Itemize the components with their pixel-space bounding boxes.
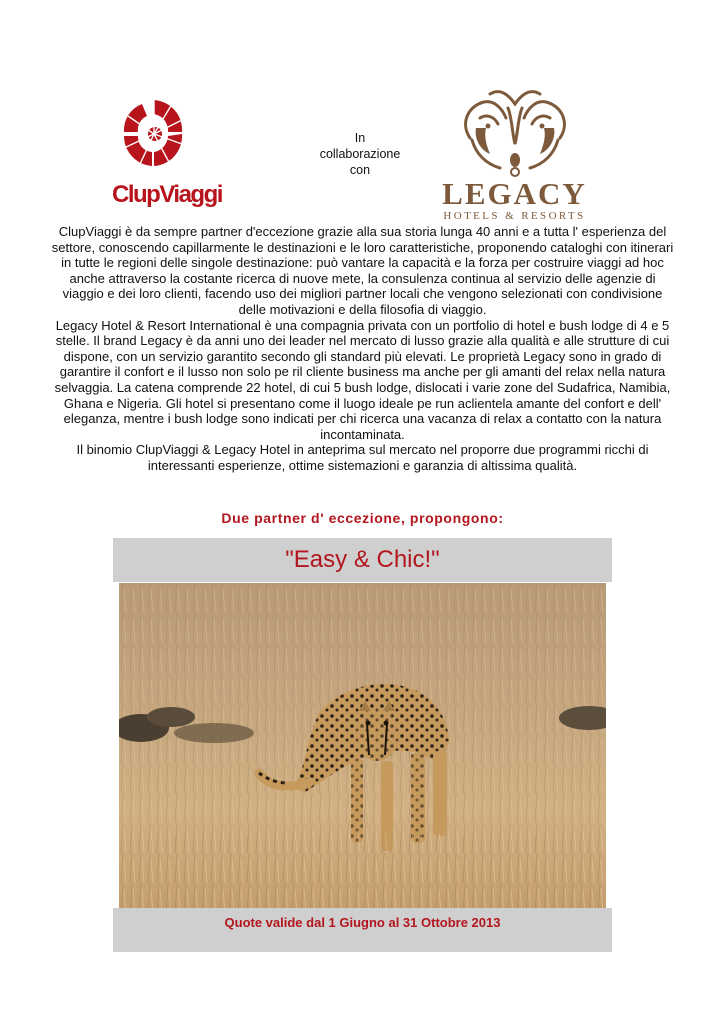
collaboration-line-2: collaborazione: [319, 147, 401, 161]
intro-paragraph-legacy: Legacy Hotel & Resort International è una compagnia privata con un portfolio di hotel e bush lodge di 4 e 5 stelle. Il brand Legacy è da anni uno dei leader nel mercato di lusso grazie alla qualità e alle strutture di cui dispone, con un servizio garantito secondo gli standard più elevati. Le proprietà Legacy sono in grado di garantire il confort e il lusso non solo pe ril cliente business ma anche per gli amanti del relax nella natura selvaggia. La catena comprende 22 hotel, di cui 5 bush lodge, dislocati i varie zone del Sudafrica, Namibia, Ghana e Nigeria. Gli hotel si presentano come il luogo ideale pe run aclientela amante del confort e dell' eleganza, mentre i bush lodge sono indicati per chi ricerca una vacanza di relax a contatto con la natura incontaminata.: [54, 317, 671, 442]
cheetah-illustration: [119, 583, 606, 908]
clupviaggi-logo: [112, 96, 228, 218]
collaboration-line-1: In: [354, 131, 366, 145]
spiral-shell-icon: [120, 96, 184, 176]
title-band: [113, 538, 612, 582]
collaboration-line-3: con: [349, 163, 371, 177]
footer-band: [113, 908, 612, 952]
legacy-subtitle: HOTELS & RESORTS: [443, 210, 586, 222]
intro-text: [50, 224, 675, 474]
collaboration-label: [300, 130, 420, 178]
intro-paragraph-binomio: Il binomio ClupViaggi & Legacy Hotel in anteprima sul mercato nel proporre due programmi ricchi di interessanti esperienze, ottime sistemazioni e garanzia di altissima qualità.: [76, 442, 649, 473]
legacy-logo: [412, 88, 617, 222]
offer-title: "Easy & Chic!": [285, 546, 440, 573]
clupviaggi-wordmark: ClupViaggi: [112, 181, 222, 208]
intro-paragraph-clupviaggi: ClupViaggi è da sempre partner d'eccezione grazie alla sua storia lunga 40 anni e a tutta l' esperienza del settore, conoscendo capillarmente le destinazioni e le loro caratteristiche, proponendo cataloghi con itinerari in tutte le regioni delle singole destinazione: può vantare la capacità e la forza per costruire viaggi ad hoc anche attraverso la costante ricerca di nuove mete, la consulenza continua al servizio delle agenzie di viaggio e dei loro clienti, facendo uso dei migliori partner locali che vengono selezionati con condivisione delle motivazioni e della filosofia di viaggio.: [51, 224, 674, 317]
validity-dates: Quote valide dal 1 Giugno al 31 Ottobre 2013: [224, 915, 501, 930]
cheetah-photo: [119, 583, 606, 908]
twin-lions-crest-icon: [450, 88, 580, 178]
tagline: Due partner d' eccezione, propongono:: [221, 510, 504, 526]
legacy-wordmark: LEGACY: [442, 176, 587, 211]
